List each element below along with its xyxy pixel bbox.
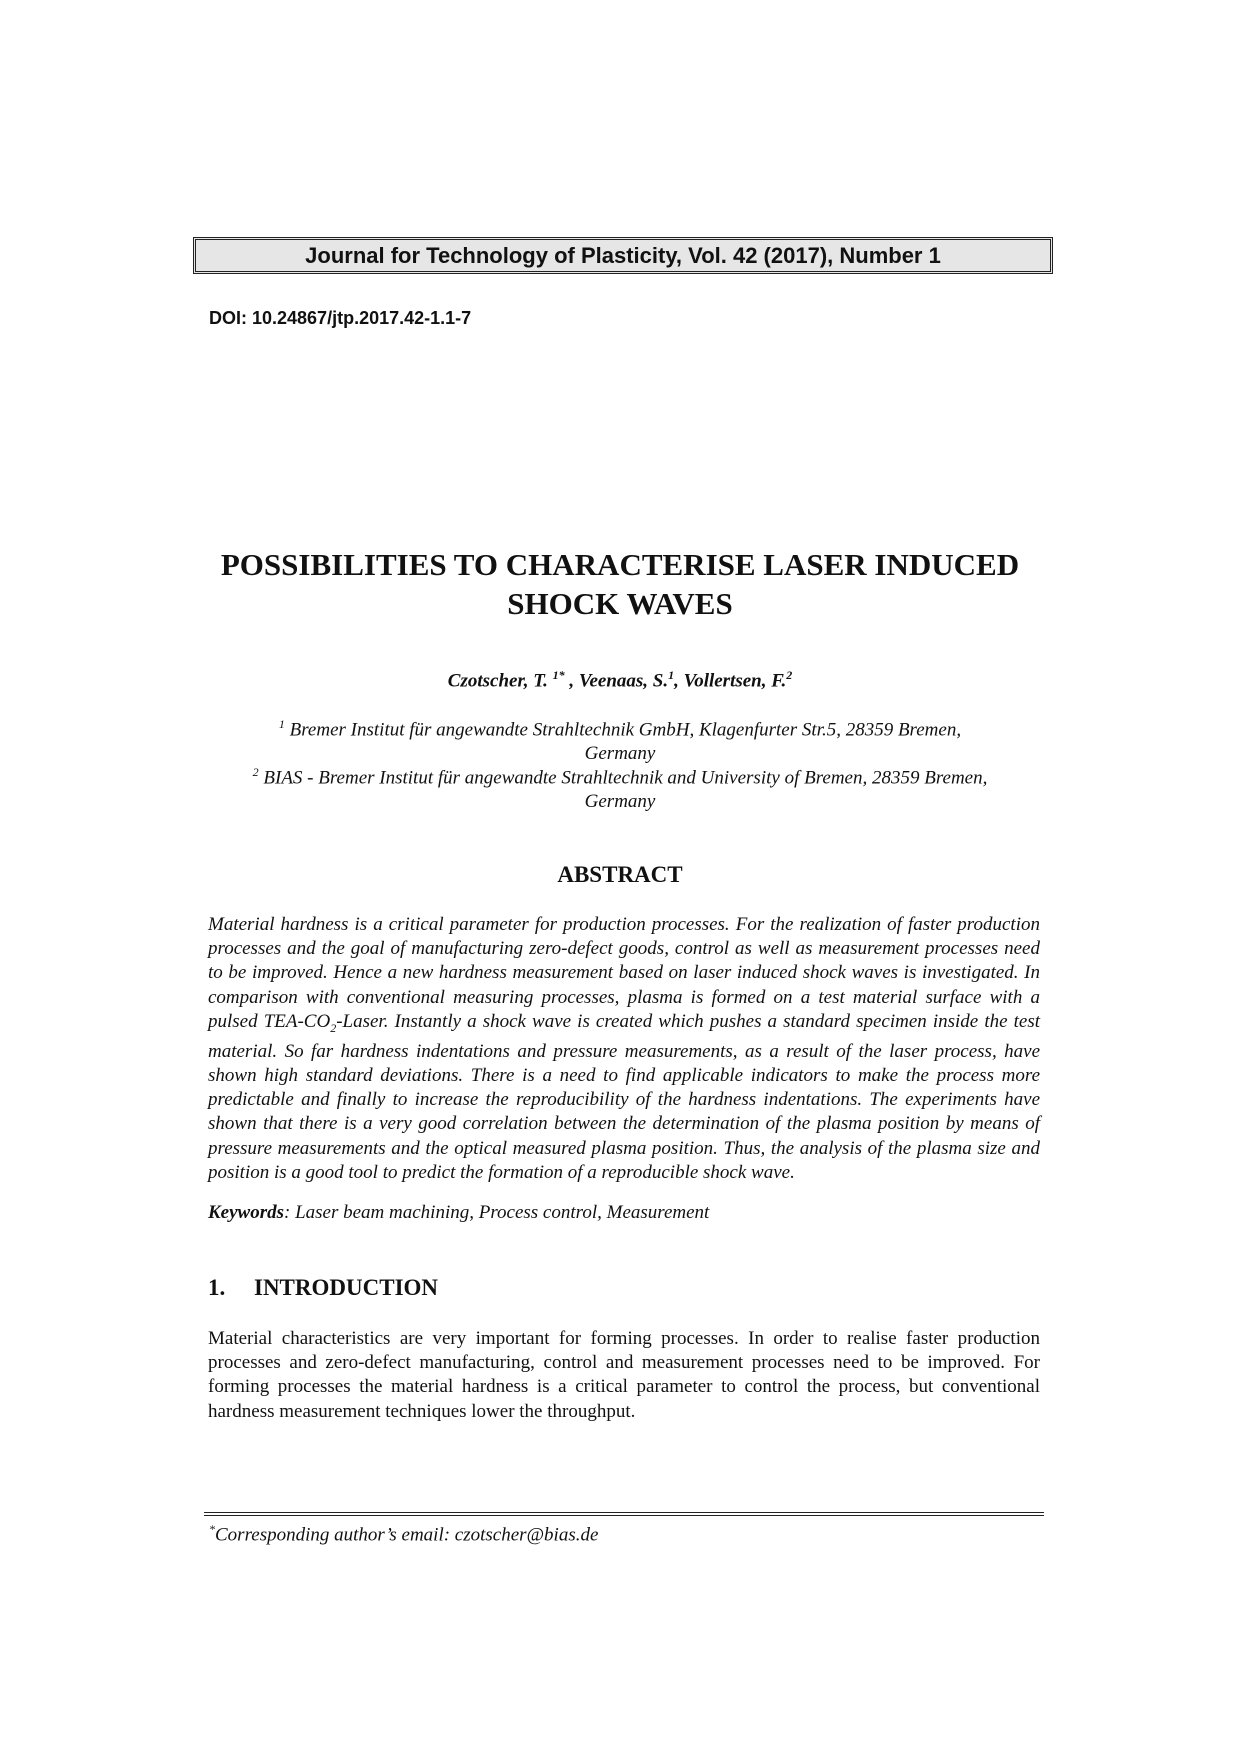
paper-title [170, 545, 1070, 623]
affiliation-2-line-2: Germany [584, 791, 656, 813]
section-heading-introduction [208, 1275, 438, 1301]
footnote-divider [204, 1512, 1044, 1516]
title-line-1: POSSIBILITIES TO CHARACTERISE LASER INDUCED [220, 547, 1020, 582]
abstract-heading: ABSTRACT [557, 862, 683, 887]
journal-header [193, 237, 1053, 274]
affiliation-1-line-2: Germany [584, 743, 656, 765]
introduction-text: Material characteristics are very important for forming processes. In order to realise faster production processes and zero-defect manufacturing, control and measurement processes need to be improved. For forming processes the material hardness is a critical parameter to control the process, but conventional hardness measurement techniques lower the throughput. [208, 1328, 1040, 1422]
title-line-2: SHOCK WAVES [507, 586, 733, 621]
author-3-sup: 2 [786, 668, 793, 682]
section-number: 1. [208, 1275, 226, 1300]
affiliation-2-line-1: BIAS - Bremer Institut für angewandte Strahltechnik and University of Bremen, 28359 Bremen, [263, 767, 988, 789]
abstract-part-2: -Laser. Instantly a shock wave is created which pushes a standard specimen inside the test material. So far hardness indentations and pressure measurements, as a result of the laser process, have shown high standard deviations. There is a need to find applicable indicators to make the process more predictable and finally to increase the reproducibility of the hardness indentations. The experiments have shown that there is a very good correlation between the determination of the plasma position by means of pressure measurements and the optical measured plasma position. Thus, the analysis of the plasma size and position is a good tool to predict the formation of a reproducible shock wave. [208, 1010, 1041, 1183]
abstract-sub: 2 [330, 1020, 337, 1035]
footnote-sup: * [209, 1522, 215, 1536]
keywords [208, 1202, 1040, 1224]
affiliation-1-line-1: Bremer Institut für angewandte Strahltechnik GmbH, Klagenfurter Str.5, 28359 Bremen, [289, 719, 962, 741]
author-3: , Vollertsen, F. [674, 670, 787, 692]
footnote [209, 1522, 598, 1546]
author-2: , Veenaas, S. [569, 670, 669, 692]
doi: DOI: 10.24867/jtp.2017.42-1.1-7 [209, 308, 472, 328]
affiliation-2-sup: 2 [252, 765, 259, 779]
journal-title: Journal for Technology of Plasticity, Vol. 42 (2017), Number 1 [305, 242, 941, 268]
footnote-text: Corresponding author’s email: czotscher@bias.de [215, 1524, 599, 1546]
affiliation-1-sup: 1 [278, 717, 285, 731]
abstract-text [208, 913, 1040, 1185]
section-title: INTRODUCTION [254, 1275, 439, 1300]
affiliation-2 [200, 760, 1040, 814]
author-2-sup: 1 [668, 668, 675, 682]
author-list [170, 668, 1070, 692]
affiliation-1 [200, 712, 1040, 766]
author-1: Czotscher, T. [447, 670, 548, 692]
keywords-label: Keywords [208, 1202, 284, 1223]
abstract-part-1: Material hardness is a critical parameter for production processes. For the realization of faster production processes and the goal of manufacturing zero-defect goods, control as well as measurement processes need to be improved. Hence a new hardness measurement based on laser induced shock waves is investigated. In comparison with conventional measuring processes, plasma is formed on a test material surface with a pulsed TEA-CO [208, 914, 1040, 1032]
keywords-text: : Laser beam machining, Process control, Measurement [284, 1202, 710, 1223]
author-1-sup: 1* [552, 668, 565, 682]
